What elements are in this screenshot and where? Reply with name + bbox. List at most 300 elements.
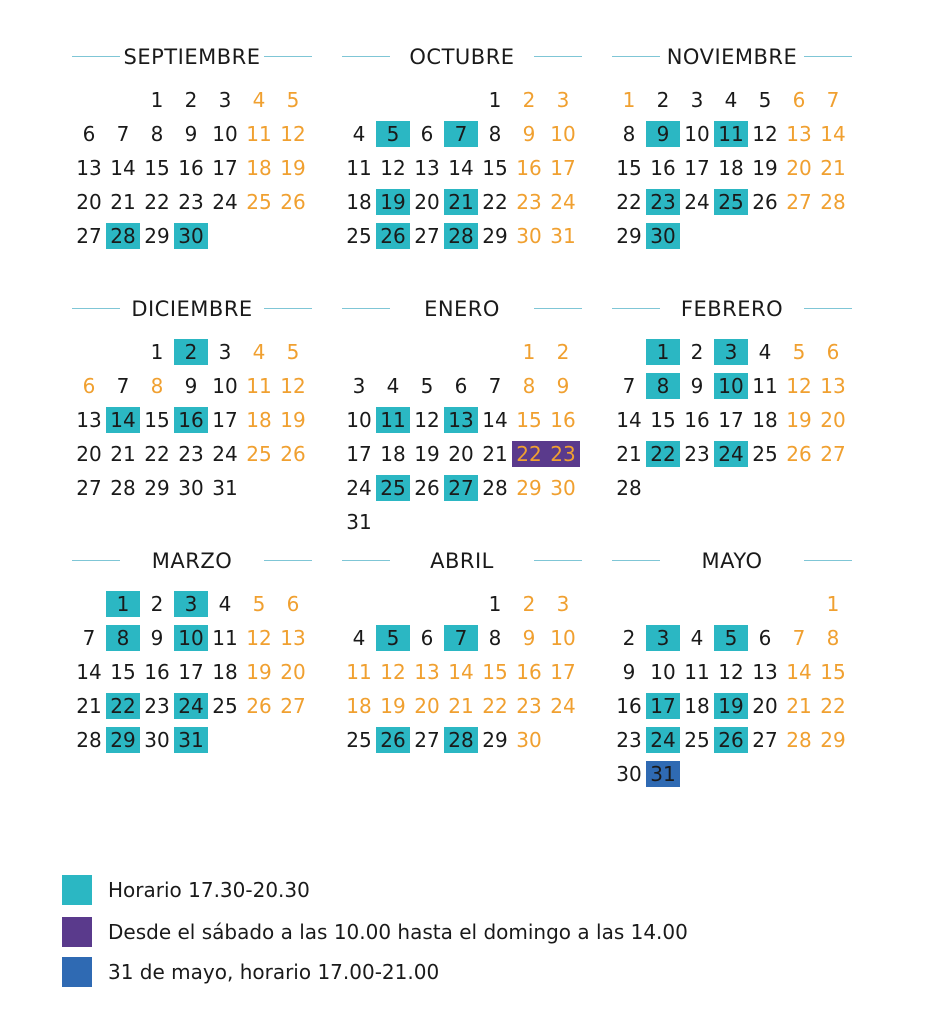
- day-cell: 28: [106, 223, 140, 249]
- day-cell: 30: [144, 728, 170, 752]
- day-cell: 20: [414, 694, 440, 718]
- day-cell: 8: [488, 626, 502, 650]
- day-cell: 7: [826, 88, 840, 112]
- day-cell: 24: [646, 727, 680, 753]
- day-cell: 18: [684, 694, 710, 718]
- day-cell: 14: [76, 660, 102, 684]
- day-cell: 26: [786, 442, 812, 466]
- day-cell: 9: [522, 626, 536, 650]
- day-cell: 9: [622, 660, 636, 684]
- day-cell: 23: [546, 441, 580, 467]
- day-cell: 21: [110, 442, 136, 466]
- day-cell: 29: [144, 476, 170, 500]
- month-header: [612, 42, 852, 72]
- day-cell: 17: [718, 408, 744, 432]
- day-cell: 6: [454, 374, 468, 398]
- day-cell: 4: [758, 340, 772, 364]
- day-cell: 23: [684, 442, 710, 466]
- day-cell: 5: [792, 340, 806, 364]
- month-title: FEBRERO: [680, 297, 784, 321]
- day-cell: 5: [376, 121, 410, 147]
- day-cell: 18: [246, 408, 272, 432]
- day-cell: 5: [758, 88, 772, 112]
- day-cell: 13: [76, 156, 102, 180]
- day-cell: 16: [616, 694, 642, 718]
- day-cell: 17: [212, 408, 238, 432]
- day-cell: 2: [184, 88, 198, 112]
- day-cell: 15: [616, 156, 642, 180]
- day-cell: 17: [346, 442, 372, 466]
- day-cell: 17: [550, 660, 576, 684]
- day-cell: 8: [522, 374, 536, 398]
- day-cell: 29: [482, 224, 508, 248]
- day-cell: 27: [444, 475, 478, 501]
- day-cell: 22: [512, 441, 546, 467]
- day-cell: 7: [116, 122, 130, 146]
- day-cell: 15: [482, 660, 508, 684]
- day-cell: 3: [352, 374, 366, 398]
- day-cell: 10: [714, 373, 748, 399]
- day-cell: 15: [820, 660, 846, 684]
- day-cell: 4: [252, 88, 266, 112]
- day-cell: 26: [280, 442, 306, 466]
- day-cell: 10: [550, 122, 576, 146]
- day-cell: 13: [414, 156, 440, 180]
- day-cell: 1: [826, 592, 840, 616]
- day-cell: 13: [786, 122, 812, 146]
- legend-label-teal: Horario 17.30-20.30: [108, 878, 310, 902]
- day-cell: 28: [616, 476, 642, 500]
- day-cell: 21: [448, 694, 474, 718]
- day-cell: 13: [820, 374, 846, 398]
- day-cell: 2: [556, 340, 570, 364]
- day-cell: 17: [646, 693, 680, 719]
- day-cell: 18: [346, 694, 372, 718]
- day-cell: 30: [616, 762, 642, 786]
- day-cell: 9: [184, 374, 198, 398]
- day-cell: 28: [444, 727, 478, 753]
- day-cell: 15: [144, 156, 170, 180]
- day-cell: 22: [820, 694, 846, 718]
- day-cell: 16: [516, 660, 542, 684]
- day-cell: 8: [646, 373, 680, 399]
- day-cell: 26: [714, 727, 748, 753]
- day-cell: 18: [246, 156, 272, 180]
- day-cell: 17: [178, 660, 204, 684]
- day-cell: 28: [820, 190, 846, 214]
- day-cell: 12: [246, 626, 272, 650]
- day-cell: 30: [516, 224, 542, 248]
- day-cell: 19: [714, 693, 748, 719]
- day-cell: 21: [616, 442, 642, 466]
- day-cell: 12: [718, 660, 744, 684]
- day-cell: 21: [444, 189, 478, 215]
- legend-item-purple: [62, 914, 862, 948]
- day-cell: 23: [616, 728, 642, 752]
- day-cell: 22: [144, 442, 170, 466]
- day-cell: 29: [820, 728, 846, 752]
- month-title: ABRIL: [430, 549, 494, 573]
- month-diciembre: [72, 294, 312, 524]
- legend-item-teal: [62, 872, 862, 906]
- day-cell: 16: [550, 408, 576, 432]
- day-cell: 5: [252, 592, 266, 616]
- day-cell: 30: [178, 476, 204, 500]
- month-marzo: [72, 546, 312, 776]
- day-cell: 25: [246, 190, 272, 214]
- day-cell: 9: [184, 122, 198, 146]
- legend-item-blue: [62, 954, 862, 988]
- month-title: DICIEMBRE: [131, 297, 253, 321]
- day-cell: 28: [76, 728, 102, 752]
- day-cell: 4: [352, 122, 366, 146]
- day-cell: 3: [556, 88, 570, 112]
- day-cell: 16: [684, 408, 710, 432]
- day-cell: 15: [482, 156, 508, 180]
- day-cell: 18: [380, 442, 406, 466]
- day-cell: 22: [616, 190, 642, 214]
- day-cell: 25: [752, 442, 778, 466]
- day-cell: 10: [346, 408, 372, 432]
- day-cell: 12: [280, 122, 306, 146]
- day-cell: 29: [482, 728, 508, 752]
- day-cell: 3: [690, 88, 704, 112]
- day-cell: 11: [752, 374, 778, 398]
- day-cell: 20: [76, 190, 102, 214]
- month-header: [342, 294, 582, 324]
- day-cell: 27: [820, 442, 846, 466]
- month-title: MAYO: [701, 549, 763, 573]
- day-cell: 1: [646, 339, 680, 365]
- day-cell: 8: [150, 374, 164, 398]
- day-cell: 5: [714, 625, 748, 651]
- month-abril: [342, 546, 582, 776]
- day-cell: 13: [444, 407, 478, 433]
- day-cell: 20: [752, 694, 778, 718]
- day-cell: 26: [752, 190, 778, 214]
- day-cell: 2: [150, 592, 164, 616]
- day-cell: 2: [622, 626, 636, 650]
- day-cell: 25: [246, 442, 272, 466]
- day-cell: 19: [376, 189, 410, 215]
- day-cell: 23: [516, 190, 542, 214]
- day-cell: 18: [718, 156, 744, 180]
- day-cell: 31: [174, 727, 208, 753]
- day-cell: 11: [376, 407, 410, 433]
- day-cell: 26: [376, 223, 410, 249]
- month-header: [72, 294, 312, 324]
- day-cell: 28: [444, 223, 478, 249]
- day-cell: 14: [110, 156, 136, 180]
- day-cell: 6: [792, 88, 806, 112]
- day-cell: 30: [646, 223, 680, 249]
- day-cell: 6: [420, 122, 434, 146]
- month-febrero: [612, 294, 852, 524]
- day-cell: 20: [448, 442, 474, 466]
- day-cell: 1: [488, 88, 502, 112]
- day-cell: 6: [758, 626, 772, 650]
- day-cell: 3: [556, 592, 570, 616]
- day-cell: 27: [786, 190, 812, 214]
- day-cell: 19: [414, 442, 440, 466]
- day-cell: 12: [752, 122, 778, 146]
- day-cell: 24: [212, 190, 238, 214]
- day-cell: 11: [346, 156, 372, 180]
- day-cell: 6: [420, 626, 434, 650]
- legend-label-purple: Desde el sábado a las 10.00 hasta el domingo a las 14.00: [108, 920, 688, 944]
- day-cell: 23: [516, 694, 542, 718]
- day-cell: 31: [212, 476, 238, 500]
- day-cell: 17: [212, 156, 238, 180]
- day-cell: 19: [380, 694, 406, 718]
- day-cell: 29: [616, 224, 642, 248]
- day-cell: 2: [522, 592, 536, 616]
- day-cell: 23: [178, 442, 204, 466]
- day-cell: 5: [286, 340, 300, 364]
- day-cell: 28: [786, 728, 812, 752]
- day-cell: 25: [714, 189, 748, 215]
- day-cell: 21: [820, 156, 846, 180]
- day-cell: 20: [76, 442, 102, 466]
- day-cell: 15: [110, 660, 136, 684]
- month-header: [612, 546, 852, 576]
- day-cell: 15: [650, 408, 676, 432]
- day-cell: 25: [346, 224, 372, 248]
- day-cell: 30: [174, 223, 208, 249]
- month-mayo: [612, 546, 852, 786]
- day-cell: 1: [106, 591, 140, 617]
- month-title: NOVIEMBRE: [666, 45, 798, 69]
- day-cell: 25: [212, 694, 238, 718]
- day-cell: 24: [550, 190, 576, 214]
- day-cell: 1: [150, 340, 164, 364]
- month-header: [342, 42, 582, 72]
- legend-swatch-teal: [62, 875, 92, 905]
- day-cell: 7: [116, 374, 130, 398]
- day-cell: 19: [246, 660, 272, 684]
- month-septiembre: [72, 42, 312, 272]
- day-cell: 10: [174, 625, 208, 651]
- day-cell: 7: [444, 121, 478, 147]
- day-cell: 14: [448, 156, 474, 180]
- day-cell: 21: [786, 694, 812, 718]
- day-cell: 24: [212, 442, 238, 466]
- day-cell: 8: [106, 625, 140, 651]
- day-cell: 25: [346, 728, 372, 752]
- day-cell: 14: [482, 408, 508, 432]
- day-cell: 24: [346, 476, 372, 500]
- day-cell: 10: [684, 122, 710, 146]
- day-cell: 11: [212, 626, 238, 650]
- day-cell: 15: [144, 408, 170, 432]
- day-cell: 14: [448, 660, 474, 684]
- day-cell: 4: [252, 340, 266, 364]
- day-cell: 10: [550, 626, 576, 650]
- day-cell: 11: [246, 374, 272, 398]
- day-cell: 3: [174, 591, 208, 617]
- day-cell: 26: [246, 694, 272, 718]
- month-header: [342, 546, 582, 576]
- day-cell: 12: [280, 374, 306, 398]
- day-cell: 22: [646, 441, 680, 467]
- day-cell: 27: [414, 224, 440, 248]
- day-cell: 5: [420, 374, 434, 398]
- month-header: [72, 546, 312, 576]
- day-cell: 14: [820, 122, 846, 146]
- day-cell: 22: [144, 190, 170, 214]
- day-cell: 6: [82, 122, 96, 146]
- day-cell: 13: [752, 660, 778, 684]
- day-cell: 2: [690, 340, 704, 364]
- day-cell: 23: [646, 189, 680, 215]
- day-cell: 28: [482, 476, 508, 500]
- month-title: ENERO: [424, 297, 500, 321]
- day-cell: 2: [174, 339, 208, 365]
- month-octubre: [342, 42, 582, 272]
- day-cell: 27: [76, 224, 102, 248]
- day-cell: 12: [786, 374, 812, 398]
- day-cell: 7: [82, 626, 96, 650]
- day-cell: 27: [280, 694, 306, 718]
- day-cell: 16: [516, 156, 542, 180]
- day-cell: 11: [714, 121, 748, 147]
- day-cell: 10: [212, 374, 238, 398]
- day-cell: 9: [556, 374, 570, 398]
- day-cell: 26: [280, 190, 306, 214]
- day-cell: 25: [376, 475, 410, 501]
- day-cell: 15: [516, 408, 542, 432]
- day-cell: 31: [346, 510, 372, 534]
- month-title: MARZO: [151, 549, 233, 573]
- day-cell: 3: [646, 625, 680, 651]
- day-cell: 20: [820, 408, 846, 432]
- day-cell: 17: [550, 156, 576, 180]
- day-cell: 3: [218, 340, 232, 364]
- day-cell: 23: [144, 694, 170, 718]
- day-cell: 4: [218, 592, 232, 616]
- day-cell: 22: [482, 190, 508, 214]
- day-cell: 21: [482, 442, 508, 466]
- day-cell: 6: [286, 592, 300, 616]
- day-cell: 16: [174, 407, 208, 433]
- day-cell: 3: [714, 339, 748, 365]
- day-cell: 18: [752, 408, 778, 432]
- day-cell: 16: [178, 156, 204, 180]
- day-cell: 29: [516, 476, 542, 500]
- day-cell: 4: [352, 626, 366, 650]
- day-cell: 17: [684, 156, 710, 180]
- day-cell: 14: [106, 407, 140, 433]
- day-cell: 19: [786, 408, 812, 432]
- day-cell: 9: [150, 626, 164, 650]
- month-header: [612, 294, 852, 324]
- day-cell: 6: [82, 374, 96, 398]
- day-cell: 8: [622, 122, 636, 146]
- legend-swatch-blue: [62, 957, 92, 987]
- day-cell: 11: [346, 660, 372, 684]
- day-cell: 3: [218, 88, 232, 112]
- day-cell: 21: [76, 694, 102, 718]
- day-cell: 22: [106, 693, 140, 719]
- day-cell: 13: [280, 626, 306, 650]
- day-cell: 6: [826, 340, 840, 364]
- day-cell: 8: [826, 626, 840, 650]
- day-cell: 31: [550, 224, 576, 248]
- day-cell: 1: [488, 592, 502, 616]
- day-cell: 9: [646, 121, 680, 147]
- day-cell: 19: [280, 156, 306, 180]
- day-cell: 25: [684, 728, 710, 752]
- day-cell: 1: [622, 88, 636, 112]
- day-cell: 26: [414, 476, 440, 500]
- legend-label-blue: 31 de mayo, horario 17.00-21.00: [108, 960, 440, 984]
- day-cell: 8: [488, 122, 502, 146]
- day-cell: 21: [110, 190, 136, 214]
- day-cell: 4: [386, 374, 400, 398]
- day-cell: 24: [714, 441, 748, 467]
- day-cell: 10: [212, 122, 238, 146]
- day-cell: 31: [646, 761, 680, 787]
- day-cell: 14: [616, 408, 642, 432]
- month-enero: [342, 294, 582, 534]
- day-cell: 16: [650, 156, 676, 180]
- day-cell: 13: [414, 660, 440, 684]
- day-cell: 11: [684, 660, 710, 684]
- day-cell: 5: [286, 88, 300, 112]
- day-cell: 26: [376, 727, 410, 753]
- day-cell: 7: [622, 374, 636, 398]
- day-cell: 10: [650, 660, 676, 684]
- day-cell: 12: [380, 156, 406, 180]
- day-cell: 27: [76, 476, 102, 500]
- day-cell: 27: [752, 728, 778, 752]
- day-cell: 18: [212, 660, 238, 684]
- day-cell: 24: [684, 190, 710, 214]
- day-cell: 8: [150, 122, 164, 146]
- month-title: SEPTIEMBRE: [123, 45, 261, 69]
- month-title: OCTUBRE: [409, 45, 515, 69]
- day-cell: 16: [144, 660, 170, 684]
- day-cell: 20: [414, 190, 440, 214]
- day-cell: 1: [150, 88, 164, 112]
- day-cell: 2: [522, 88, 536, 112]
- day-cell: 9: [690, 374, 704, 398]
- day-cell: 18: [346, 190, 372, 214]
- day-cell: 1: [522, 340, 536, 364]
- day-cell: 7: [792, 626, 806, 650]
- day-cell: 14: [786, 660, 812, 684]
- day-cell: 4: [724, 88, 738, 112]
- month-noviembre: [612, 42, 852, 272]
- day-cell: 12: [414, 408, 440, 432]
- day-cell: 5: [376, 625, 410, 651]
- day-cell: 19: [280, 408, 306, 432]
- day-cell: 2: [656, 88, 670, 112]
- day-cell: 28: [110, 476, 136, 500]
- day-cell: 30: [516, 728, 542, 752]
- day-cell: 29: [144, 224, 170, 248]
- day-cell: 27: [414, 728, 440, 752]
- day-cell: 19: [752, 156, 778, 180]
- day-cell: 29: [106, 727, 140, 753]
- day-cell: 4: [690, 626, 704, 650]
- day-cell: 13: [76, 408, 102, 432]
- legend-swatch-purple: [62, 917, 92, 947]
- day-cell: 7: [444, 625, 478, 651]
- day-cell: 20: [280, 660, 306, 684]
- day-cell: 24: [174, 693, 208, 719]
- month-header: [72, 42, 312, 72]
